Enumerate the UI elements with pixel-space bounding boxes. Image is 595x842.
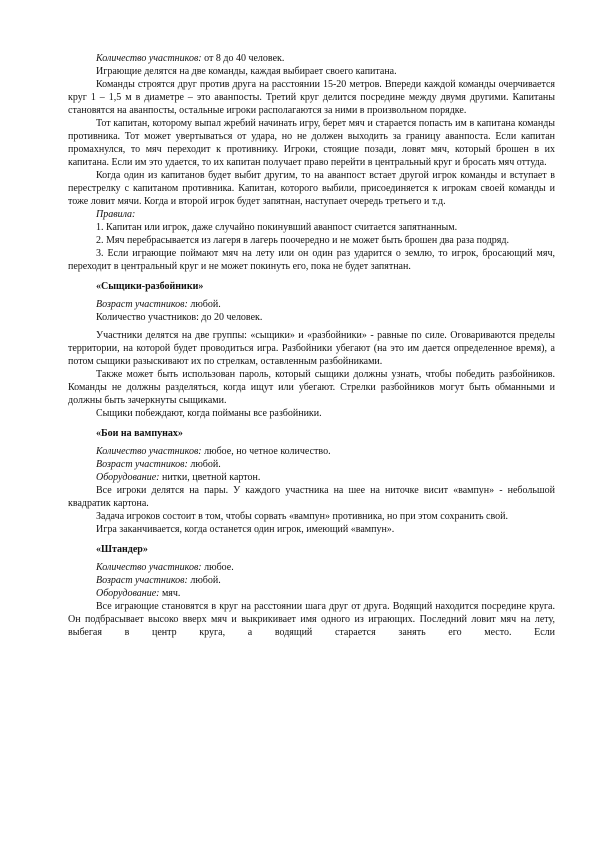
section-title-vampun-fights: «Бои на вампунах» (96, 428, 183, 439)
equipment-line (68, 587, 555, 600)
participants-count-label: Количество участников: (96, 53, 202, 64)
section-title-shtander: «Штандер» (96, 544, 148, 555)
age-line (68, 458, 555, 471)
rule-item: 1. Капитан или игрок, даже случайно покинувший аванпост считается запятнанным. (96, 222, 458, 233)
age-label: Возраст участников: (96, 459, 188, 470)
age-value: любой. (187, 459, 221, 470)
participants-count-value: любое, но четное количество. (201, 446, 331, 457)
paragraph: Участники делятся на две группы: «сыщики» и «разбойники» - равные по силе. Оговариваются пределы территории, на которой будет проводиться игра. Разбойники убегают (на это им дается определенное время), а потом сыщики разыскивают их по стрелкам, оставленным разбойниками. (68, 330, 555, 367)
paragraph: Тот капитан, которому выпал жребий начинать игру, берет мяч и старается попасть им в капитана команды противника. Тот может увертываться от удара, но не должен выходить за границу аванпоста. Если капитан промахнулся, то мяч переходит к противнику. Игроки, стоящие позади, ловят мяч, который брошен в их капитана. Если им это удается, то их капитан получает право перейти в центральный круг и бросать мяч оттуда. (68, 118, 555, 168)
equipment-value: мяч. (159, 588, 181, 599)
rules-label: Правила: (96, 209, 136, 220)
equipment-value: нитки, цветной картон. (159, 472, 261, 483)
paragraph: Все игроки делятся на пары. У каждого участника на шее на ниточке висит «вампун» - небольшой квадратик картона. (68, 485, 555, 509)
equipment-label: Оборудование: (96, 588, 160, 599)
rule-item: 2. Мяч перебрасывается из лагеря в лагерь поочередно и не может быть брошен два раза подряд. (96, 235, 509, 246)
age-line (68, 298, 555, 311)
equipment-line (68, 471, 555, 484)
age-label: Возраст участников: (96, 575, 188, 586)
participants-count-line: Количество участников: до 20 человек. (96, 312, 263, 323)
age-label: Возраст участников: (96, 299, 188, 310)
age-value: любой. (187, 575, 221, 586)
participants-count-value: любое. (201, 562, 234, 573)
participants-count-line (68, 445, 555, 458)
paragraph: Задача игроков состоит в том, чтобы сорвать «вампун» противника, но при этом сохранить свой. (96, 511, 508, 522)
participants-count-line (68, 52, 555, 65)
participants-count-label: Количество участников: (96, 562, 202, 573)
paragraph: Игра заканчивается, когда останется один игрок, имеющий «вампун». (96, 524, 395, 535)
paragraph: Все играющие становятся в круг на расстоянии шага друг от друга. Водящий находится посредине круга. Он подбрасывает высоко вверх мяч и выкрикивает имя одного из играющих. Последний ловит мяч на лету, выбегая в центр круга, а водящий старается занять его место. Если (68, 601, 555, 638)
equipment-label: Оборудование: (96, 472, 160, 483)
paragraph: Также может быть использован пароль, который сыщики должны узнать, чтобы победить разбойников. Команды не должны разделяться, когда ищут или убегают. Стрелки разбойников могут быть обманными и должны быть зачеркнуты сыщиками. (68, 369, 555, 406)
rule-item: 3. Если играющие поймают мяч на лету или он один раз ударится о землю, то игрок, бросающий мяч, переходит в центральный круг и не может покинуть его, пока не будет запятнан. (68, 248, 555, 272)
paragraph: Команды строятся друг против друга на расстоянии 15-20 метров. Впереди каждой команды очерчивается круг 1 – 1,5 м в диаметре – это аванпосты. Третий круг делится посредине между двумя другими. Капитаны становятся на аванпосты, остальные игроки располагаются за ними в произвольном порядке. (68, 79, 555, 116)
age-line (68, 574, 555, 587)
participants-count-label: Количество участников: (96, 446, 202, 457)
section-title-detectives-robbers: «Сыщики-разбойники» (96, 281, 204, 292)
document-body (68, 52, 555, 639)
age-value: любой. (187, 299, 221, 310)
paragraph: Сыщики побеждают, когда пойманы все разбойники. (96, 408, 322, 419)
paragraph: Когда один из капитанов будет выбит другим, то на аванпост встает другой игрок команды и вступает в перестрелку с капитаном противника. Капитан, которого выбили, присоединяется к игрокам своей команды и тоже ловит мячи. Когда и второй игрок будет запятнан, наступает очередь третьего и т.д. (68, 170, 555, 207)
paragraph: Играющие делятся на две команды, каждая выбирает своего капитана. (96, 66, 397, 77)
participants-count-line (68, 561, 555, 574)
participants-count-value: от 8 до 40 человек. (201, 53, 285, 64)
